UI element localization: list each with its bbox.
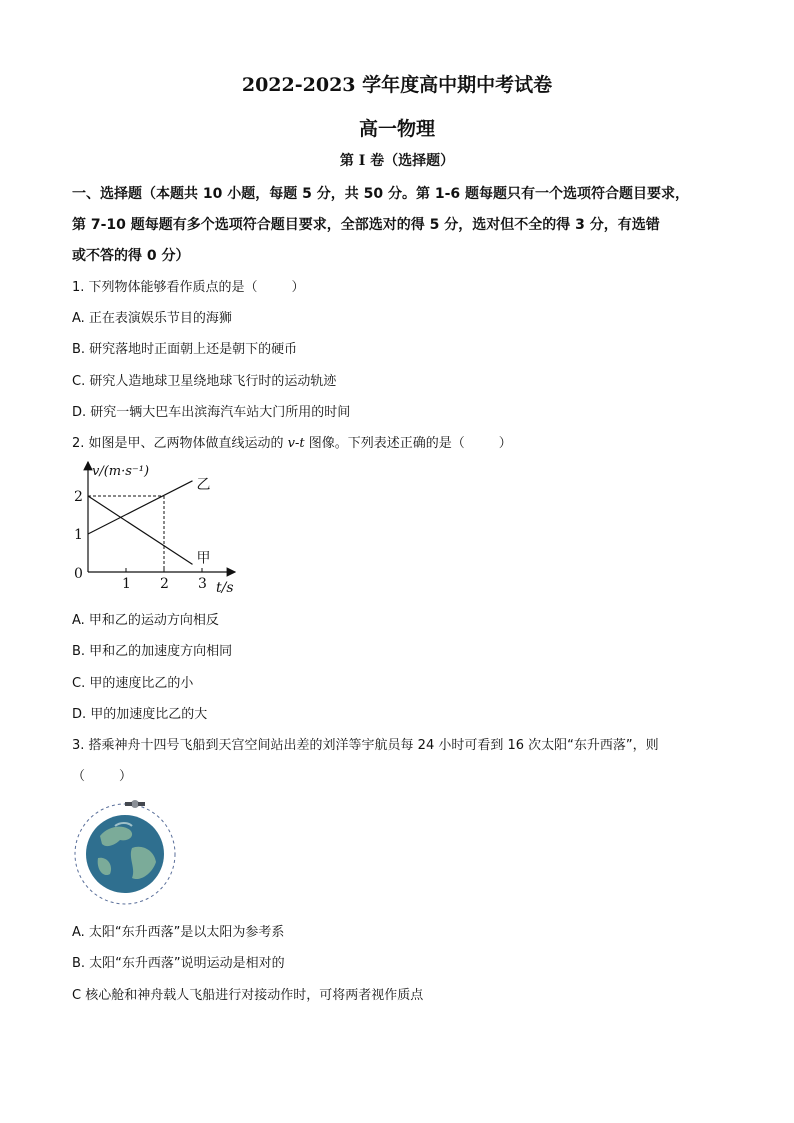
subject-title: 高一物理 — [358, 118, 435, 140]
question-2-text-after: 图像。下列表述正确的是（ — [304, 436, 465, 451]
question-1-option-b: B. 研究落地时正面朝上还是朝下的硬币 — [72, 342, 298, 357]
section-instruction-line-3: 或不答的得 0 分） — [72, 248, 190, 264]
vt-graph — [70, 460, 250, 600]
question-2-variable: v-t — [287, 436, 305, 451]
question-2-option-a: A. 甲和乙的运动方向相反 — [72, 613, 219, 628]
y-tick-label-2: 2 — [74, 489, 83, 505]
exam-title: 2022-2023 学年度高中期中考试卷 — [241, 74, 553, 96]
series-line-1 — [88, 481, 193, 534]
earth-orbit-illustration — [70, 796, 180, 906]
question-3-option-a: A. 太阳“东升西落”是以太阳为参考系 — [72, 925, 285, 940]
question-3-paren — [72, 765, 132, 784]
question-2-text-before: 2. 如图是甲、乙两物体做直线运动的 — [72, 436, 288, 451]
question-2-stem — [72, 432, 512, 451]
question-1-stem — [72, 276, 305, 295]
question-2-option-d: D. 甲的加速度比乙的大 — [72, 707, 208, 722]
volume-title: 第 I 卷（选择题） — [339, 153, 455, 169]
y-axis-label: v/(m·s⁻¹) — [92, 464, 150, 479]
question-3-option-b: B. 太阳“东升西落”说明运动是相对的 — [72, 956, 285, 971]
series-line-2 — [88, 496, 193, 564]
question-2-option-c: C. 甲的速度比乙的小 — [72, 676, 194, 691]
x-tick-label-2: 2 — [160, 576, 169, 592]
section-instruction-line-1: 一、选择题（本题共 10 小题，每题 5 分，共 50 分。第 1-6 题每题只有一个选项符合题目要求， — [72, 186, 689, 202]
question-1-text: 1. 下列物体能够看作质点的是（ — [72, 280, 258, 295]
question-3-option-c: C 核心舱和神舟载人飞船进行对接动作时，可将两者视作质点 — [72, 988, 424, 1003]
x-tick-label-3: 3 — [198, 576, 207, 592]
section-instruction-line-2: 第 7-10 题每题有多个选项符合题目要求，全部选对的得 5 分，选对但不全的得 3 分，有选错 — [72, 217, 660, 233]
series-label-1: 乙 — [196, 476, 211, 493]
x-tick-label-1: 1 — [122, 576, 131, 592]
question-1-option-d: D. 研究一辆大巴车出滨海汽车站大门所用的时间 — [72, 405, 351, 420]
question-2-close: ） — [498, 436, 512, 451]
origin-label: 0 — [74, 566, 83, 582]
y-tick-label-1: 1 — [74, 527, 83, 543]
question-1-option-a: A. 正在表演娱乐节目的海狮 — [72, 311, 232, 326]
question-1-close: ） — [291, 280, 305, 295]
x-axis-label: t/s — [216, 580, 234, 596]
question-3-stem: 3. 搭乘神舟十四号飞船到天宫空间站出差的刘洋等宇航员每 24 小时可看到 16 次太阳“东升西落”，则 — [72, 738, 659, 753]
question-1-option-c: C. 研究人造地球卫星绕地球飞行时的运动轨迹 — [72, 374, 337, 389]
question-2-option-b: B. 甲和乙的加速度方向相同 — [72, 644, 233, 659]
question-3-open: （ — [72, 769, 86, 784]
series-label-2: 甲 — [196, 550, 211, 567]
question-3-close: ） — [119, 769, 133, 784]
